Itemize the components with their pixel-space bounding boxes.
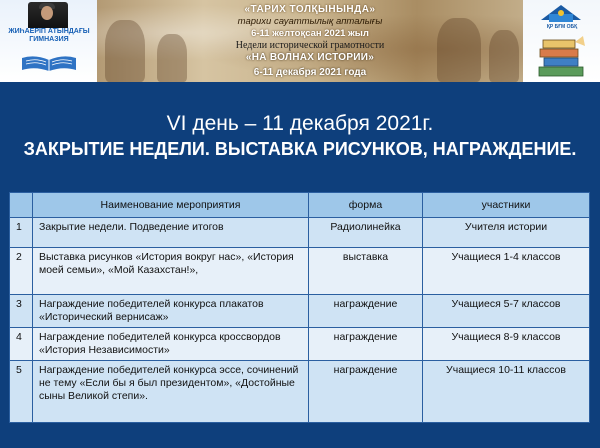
- event-participants: Учащиеся 10-11 классов: [423, 361, 590, 423]
- event-participants: Учащиеся 5-7 классов: [423, 295, 590, 328]
- column-header-form: форма: [309, 193, 423, 218]
- table-row: [10, 248, 590, 295]
- row-number: 2: [10, 248, 33, 295]
- event-form: награждение: [309, 295, 423, 328]
- column-header-participants: участники: [423, 193, 590, 218]
- gymnasium-logo: [0, 0, 97, 82]
- event-form: Радиолинейка: [309, 218, 423, 248]
- header-banner: [0, 0, 600, 82]
- banner-kazakh-title: «ТАРИХ ТОЛҚЫНЫНДА»: [244, 4, 376, 15]
- column-header-number: [10, 193, 33, 218]
- events-table: [9, 192, 590, 423]
- event-name: Выставка рисунков «История вокруг нас», «История моей семьи», «Мой Казахстан!»,: [33, 248, 309, 295]
- row-number: 4: [10, 328, 33, 361]
- portrait-image: [28, 2, 68, 28]
- event-form: награждение: [309, 361, 423, 423]
- banner-title-area: [97, 0, 523, 82]
- day-title: VI день – 11 декабря 2021г.: [166, 112, 434, 135]
- event-participants: Учителя истории: [423, 218, 590, 248]
- table-header-row: [10, 193, 590, 218]
- row-number: 3: [10, 295, 33, 328]
- event-name: Награждение победителей конкурса кроссвордов «История Независимости»: [33, 328, 309, 361]
- row-number: 5: [10, 361, 33, 423]
- event-form: награждение: [309, 328, 423, 361]
- table-row: [10, 218, 590, 248]
- books-icon: [537, 36, 587, 80]
- logo-caption: ЖИҺАЕРІП АТЫНДАҒЫ ГИМНАЗИЯ: [8, 28, 90, 43]
- event-participants: Учащиеся 8-9 классов: [423, 328, 590, 361]
- event-participants: Учащиеся 1-4 классов: [423, 248, 590, 295]
- table-row: [10, 328, 590, 361]
- banner-russian-subtitle: Недели исторической грамотности: [235, 40, 385, 51]
- banner-kazakh-dates: 6-11 желтоқсан 2021 жыл: [251, 28, 369, 39]
- emblem-icon: [535, 2, 587, 24]
- banner-russian-dates: 6-11 декабря 2021 года: [253, 67, 367, 78]
- section-title: ЗАКРЫТИЕ НЕДЕЛИ. ВЫСТАВКА РИСУНКОВ, НАГРАЖДЕНИЕ.: [23, 139, 577, 159]
- row-number: 1: [10, 218, 33, 248]
- event-name: Награждение победителей конкурса эссе, сочинений не тему «Если бы я был президентом», «Достойные сыны Великой степи».: [33, 361, 309, 423]
- open-book-icon: [20, 54, 78, 72]
- event-name: Награждение победителей конкурса плакатов «Исторический вернисаж»: [33, 295, 309, 328]
- table-row: [10, 295, 590, 328]
- column-header-name: Наименование мероприятия: [33, 193, 309, 218]
- ministry-caption: ҚР БҒМ ОБҚ: [546, 24, 578, 30]
- banner-kazakh-subtitle: тарихи сауаттылық апталығы: [237, 16, 383, 27]
- table-row: [10, 361, 590, 423]
- ministry-logo-area: [523, 0, 600, 82]
- banner-russian-title: «НА ВОЛНАХ ИСТОРИИ»: [245, 52, 375, 63]
- event-name: Закрытие недели. Подведение итогов: [33, 218, 309, 248]
- event-form: выставка: [309, 248, 423, 295]
